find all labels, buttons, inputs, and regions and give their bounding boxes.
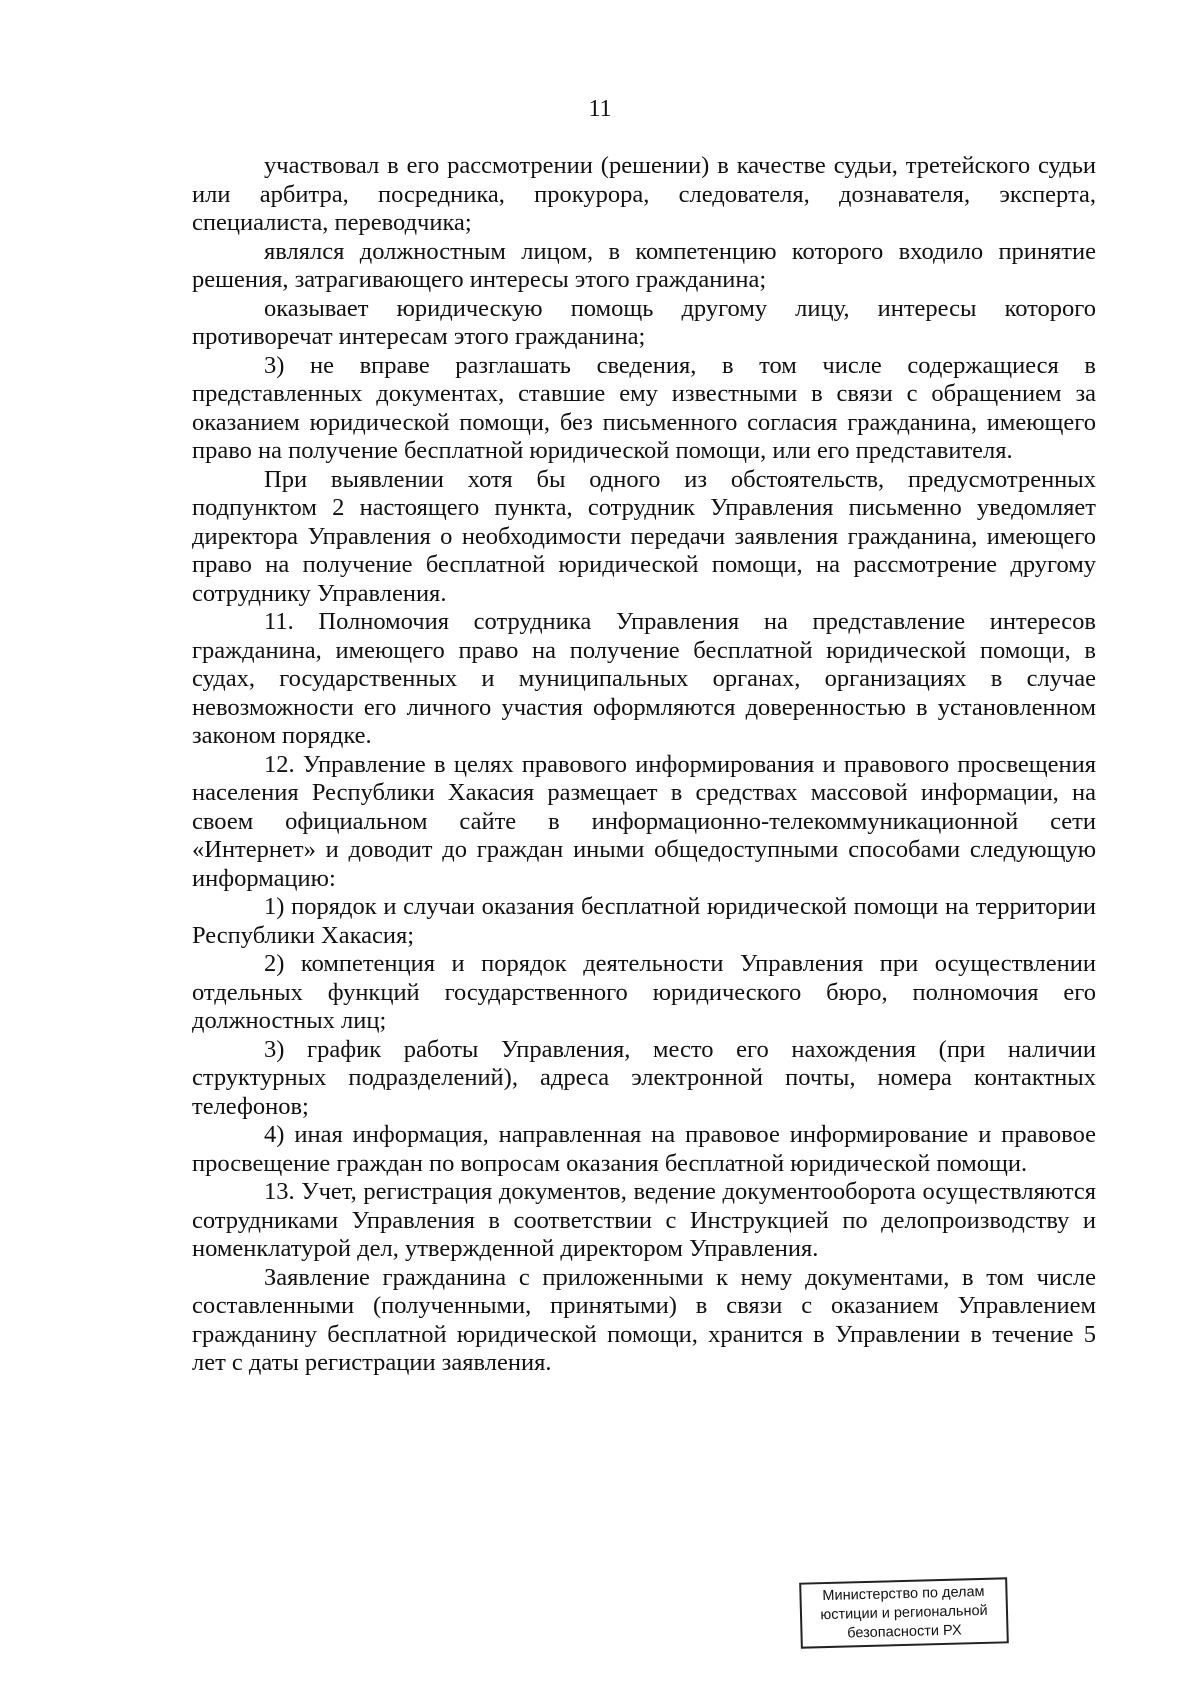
- paragraph: 2) компетенция и порядок деятельности Управления при осуществлении отдельных функций государственного юридического бюро, полномочия его должностных лиц;: [192, 950, 1096, 1034]
- paragraph: При выявлении хотя бы одного из обстоятельств, предусмотренных подпунктом 2 настоящего пункта, сотрудник Управления письменно уведомляет директора Управления о необходимости передачи заявления гражданина, имеющего право на получение бесплатной юридической помощи, на рассмотрение другому сотруднику Управления.: [192, 465, 1096, 607]
- paragraph: 12. Управление в целях правового информирования и правового просвещения населения Республики Хакасия размещает в средствах массовой информации, на своем официальном сайте в информационно-телекоммуникационной сети «Интернет» и доводит до граждан иными общедоступными способами следующую информацию:: [192, 750, 1096, 892]
- paragraph: являлся должностным лицом, в компетенцию которого входило принятие решения, затрагивающего интересы этого гражданина;: [192, 237, 1096, 293]
- ministry-stamp: [799, 1577, 1009, 1648]
- document-body: [192, 152, 1096, 1378]
- paragraph: 4) иная информация, направленная на правовое информирование и правовое просвещение граждан по вопросам оказания бесплатной юридической помощи.: [192, 1121, 1096, 1177]
- paragraph: оказывает юридическую помощь другому лицу, интересы которого противоречат интересам этого гражданина;: [192, 294, 1096, 350]
- paragraph: Заявление гражданина с приложенными к нему документами, в том числе составленными (полученными, принятыми) в связи с оказанием Управлением гражданину бесплатной юридической помощи, хранится в Управлении в течение 5 лет с даты регистрации заявления.: [192, 1263, 1096, 1376]
- page-number: 11: [588, 96, 612, 122]
- paragraph: 3) не вправе разглашать сведения, в том числе содержащиеся в представленных документах, ставшие ему известными в связи с обращением за оказанием юридической помощи, без письменного согласия гражданина, имеющего право на получение бесплатной юридической помощи, или его представителя.: [192, 351, 1096, 464]
- paragraph: 13. Учет, регистрация документов, ведение документооборота осуществляются сотрудниками Управления в соответствии с Инструкцией по делопроизводству и номенклатурой дел, утвержденной директором Управления.: [192, 1178, 1096, 1262]
- stamp-line: безопасности РХ: [847, 1622, 962, 1642]
- stamp-line: юстиции и региональной: [820, 1602, 988, 1624]
- stamp-line: Министерство по делам: [822, 1583, 985, 1605]
- paragraph: 11. Полномочия сотрудника Управления на представление интересов гражданина, имеющего право на получение бесплатной юридической помощи, в судах, государственных и муниципальных органах, организациях в случае невозможности его личного участия оформляются доверенностью в установленном законом порядке.: [192, 608, 1096, 749]
- paragraph: 3) график работы Управления, место его нахождения (при наличии структурных подразделений), адреса электронной почты, номера контактных телефонов;: [192, 1035, 1096, 1120]
- paragraph: участвовал в его рассмотрении (решении) в качестве судьи, третейского судьи или арбитра, посредника, прокурора, следователя, дознавателя, эксперта, специалиста, переводчика;: [192, 152, 1096, 236]
- paragraph: 1) порядок и случаи оказания бесплатной юридической помощи на территории Республики Хакасия;: [192, 893, 1096, 949]
